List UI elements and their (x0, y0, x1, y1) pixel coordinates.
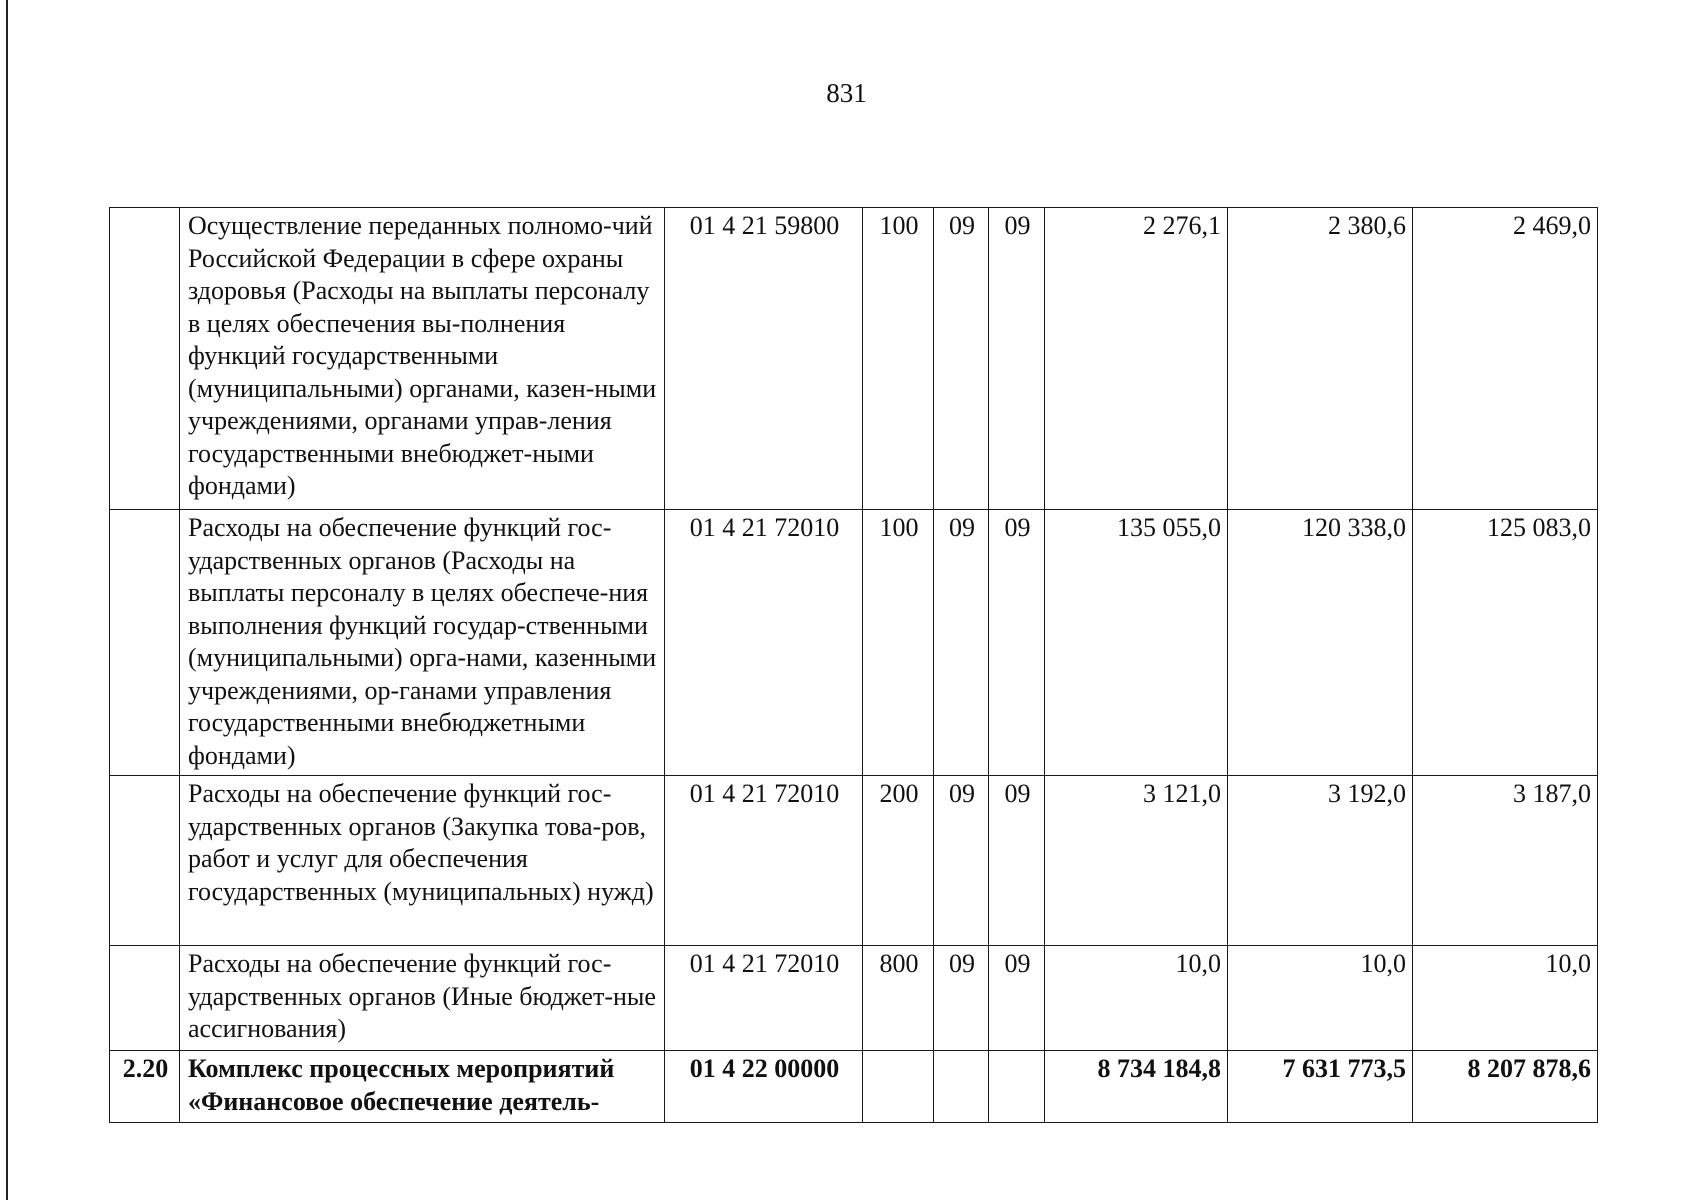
expense-type-code: 100 (863, 208, 934, 510)
row-number (110, 776, 180, 946)
row-number (110, 946, 180, 1051)
amount-year-2: 10,0 (1228, 946, 1413, 1051)
amount-year-3: 10,0 (1413, 946, 1598, 1051)
amount-year-3: 2 469,0 (1413, 208, 1598, 510)
scan-edge-line (6, 0, 8, 1200)
expense-type-code: 800 (863, 946, 934, 1051)
expense-type-code: 100 (863, 510, 934, 776)
page-number: 831 (826, 78, 867, 108)
amount-year-2: 2 380,6 (1228, 208, 1413, 510)
subsection-code (989, 1051, 1045, 1123)
target-article-code: 01 4 21 72010 (665, 946, 863, 1051)
expense-name: Расходы на обеспечение функций гос-ударственных органов (Иные бюджет-ные ассигнования) (180, 946, 665, 1051)
amount-year-1: 8 734 184,8 (1045, 1051, 1228, 1123)
section-code (934, 1051, 989, 1123)
amount-year-3: 125 083,0 (1413, 510, 1598, 776)
expense-type-code (863, 1051, 934, 1123)
target-article-code: 01 4 21 72010 (665, 510, 863, 776)
amount-year-3: 3 187,0 (1413, 776, 1598, 946)
row-number (110, 208, 180, 510)
expense-name: Комплекс процессных мероприятий «Финансовое обеспечение деятель- (180, 1051, 665, 1123)
subsection-code: 09 (989, 776, 1045, 946)
amount-year-1: 2 276,1 (1045, 208, 1228, 510)
target-article-code: 01 4 22 00000 (665, 1051, 863, 1123)
section-code: 09 (934, 510, 989, 776)
amount-year-1: 10,0 (1045, 946, 1228, 1051)
section-code: 09 (934, 946, 989, 1051)
target-article-code: 01 4 21 72010 (665, 776, 863, 946)
subsection-code: 09 (989, 208, 1045, 510)
section-code: 09 (934, 208, 989, 510)
amount-year-1: 3 121,0 (1045, 776, 1228, 946)
budget-table (109, 207, 1598, 1123)
row-number: 2.20 (110, 1051, 180, 1123)
subsection-code: 09 (989, 510, 1045, 776)
table-row (110, 510, 1598, 776)
amount-year-2: 120 338,0 (1228, 510, 1413, 776)
table-row (110, 946, 1598, 1051)
target-article-code: 01 4 21 59800 (665, 208, 863, 510)
table-row (110, 776, 1598, 946)
amount-year-1: 135 055,0 (1045, 510, 1228, 776)
table-row (110, 208, 1598, 510)
expense-name: Расходы на обеспечение функций гос-ударственных органов (Закупка това-ров, работ и услуг для обеспечения государственных (муниципальных) нужд) (180, 776, 665, 946)
section-code: 09 (934, 776, 989, 946)
amount-year-2: 7 631 773,5 (1228, 1051, 1413, 1123)
amount-year-3: 8 207 878,6 (1413, 1051, 1598, 1123)
expense-name: Расходы на обеспечение функций гос-ударственных органов (Расходы на выплаты персоналу в целях обеспече-ния выполнения функций государ-ственными (муниципальными) орга-нами, казенными учреждениями, ор-ганами управления государственными внебюджетными фондами) (180, 510, 665, 776)
table-row-total (110, 1051, 1598, 1123)
amount-year-2: 3 192,0 (1228, 776, 1413, 946)
row-number (110, 510, 180, 776)
expense-name: Осуществление переданных полномо-чий Российской Федерации в сфере охраны здоровья (Расходы на выплаты персоналу в целях обеспечения вы-полнения функций государственными (муниципальными) органами, казен-ными учреждениями, органами управ-ления государственными внебюджет-ными фондами) (180, 208, 665, 510)
expense-type-code: 200 (863, 776, 934, 946)
subsection-code: 09 (989, 946, 1045, 1051)
